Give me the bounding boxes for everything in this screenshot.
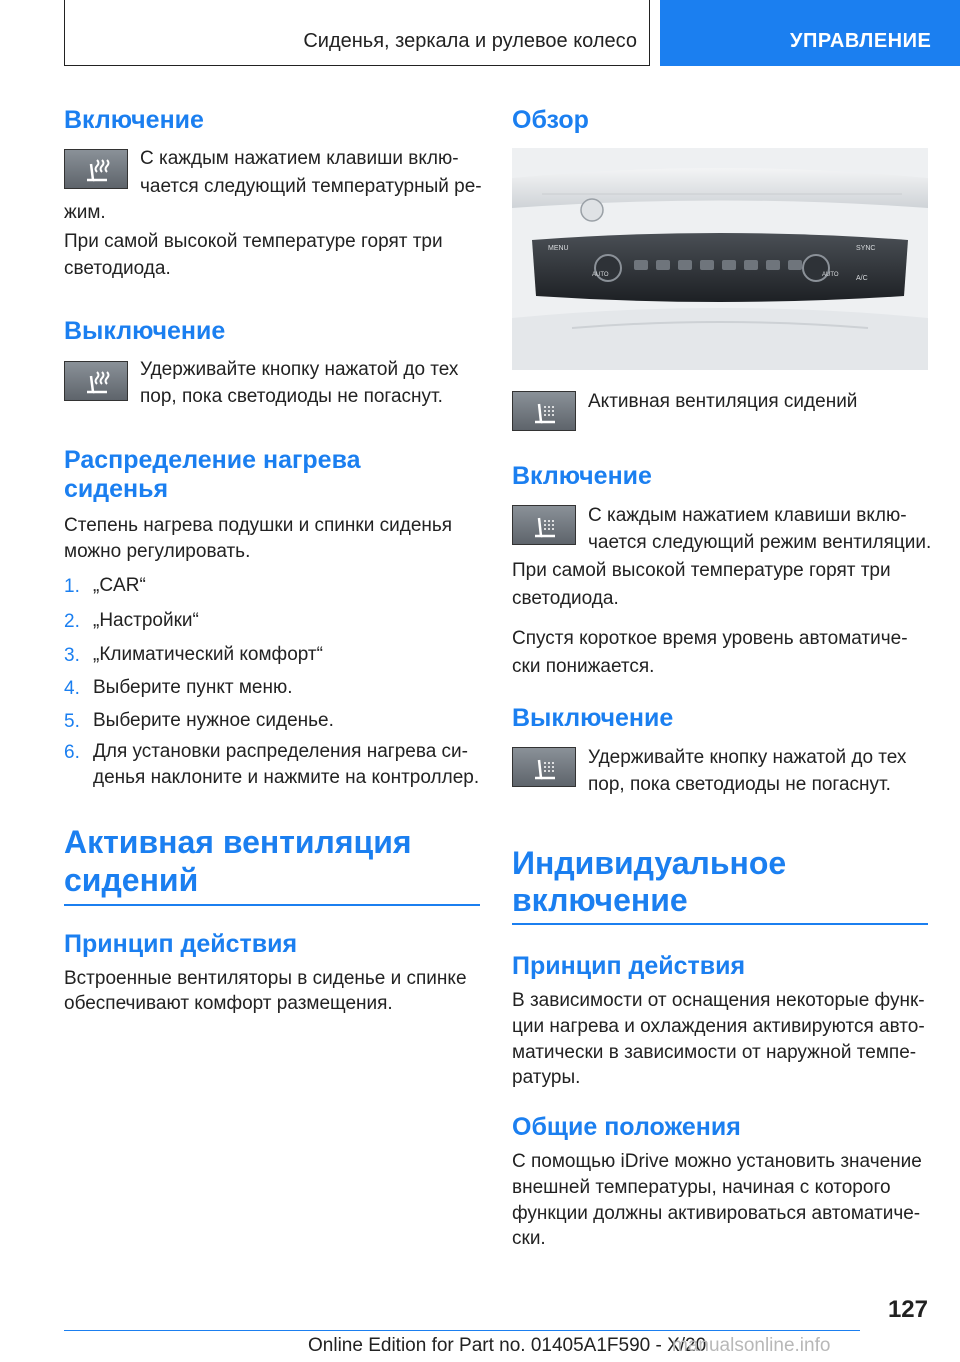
on-ventilation-text-2: чается следующий режим вентиляции. xyxy=(588,532,932,553)
heading-ventilation-2: сидений xyxy=(64,862,199,898)
on-ventilation-text-5: Спустя короткое время уровень автоматиче- xyxy=(512,628,908,649)
photo-label-menu: MENU xyxy=(548,245,569,252)
climate-panel-photo xyxy=(512,148,928,370)
header-chapter-tab[interactable] xyxy=(660,0,960,66)
heading-overview: Обзор xyxy=(512,106,589,134)
on-ventilation-text-6: ски понижается. xyxy=(512,656,655,677)
principle-right-text-3: матически в зависимости от наружной темпе- xyxy=(512,1042,917,1063)
heading-off-ventilation: Выключение xyxy=(512,704,674,732)
header-section-box xyxy=(64,0,650,66)
seat-ventilation-button-icon-2 xyxy=(512,505,576,545)
step-text: Выберите нужное сиденье. xyxy=(93,710,334,731)
climate-control-panel-illustration xyxy=(512,148,928,370)
distribution-text-1: Степень нагрева подушки и спинки сиденья xyxy=(64,515,453,536)
seat-heating-button-icon-2 xyxy=(64,361,128,401)
heading-distribution-1: Распределение нагрева xyxy=(64,446,361,474)
principle-right-text-2: ции нагрева и охлаждения активируются авто- xyxy=(512,1016,925,1037)
section-rule xyxy=(64,904,480,906)
seat-heating-button-icon xyxy=(64,149,128,189)
footer-watermark: manualsonline.info xyxy=(672,1335,831,1356)
step-number: 2. xyxy=(64,611,80,632)
step-number: 5. xyxy=(64,711,80,732)
heading-on-heating: Включение xyxy=(64,106,204,134)
photo-label-ac: A/C xyxy=(856,275,868,282)
seat-ventilation-icon xyxy=(527,510,563,542)
on-heating-text-3: жим. xyxy=(64,202,106,223)
step-text: Выберите пункт меню. xyxy=(93,677,293,698)
seat-heating-icon xyxy=(79,154,115,186)
off-heating-text-1: Удерживайте кнопку нажатой до тех xyxy=(140,359,459,380)
step-text: Для установки распределения нагрева си- xyxy=(93,741,468,762)
seat-ventilation-icon xyxy=(527,396,563,428)
heading-principle-right: Принцип действия xyxy=(512,952,746,980)
general-text-3: функции должны активироваться автоматиче- xyxy=(512,1203,921,1224)
step-number: 4. xyxy=(64,678,80,699)
step-text: „Климатический комфорт“ xyxy=(93,644,323,665)
seat-ventilation-icon xyxy=(527,752,563,784)
distribution-text-2: можно регулировать. xyxy=(64,541,251,562)
seat-ventilation-button-icon xyxy=(512,391,576,431)
photo-label-auto-left: AUTO xyxy=(592,272,609,278)
heading-general: Общие положения xyxy=(512,1113,741,1141)
page-number: 127 xyxy=(887,1296,928,1323)
on-ventilation-text-3: При самой высокой температуре горят три xyxy=(512,560,891,581)
principle-text-2: обеспечивают комфорт размещения. xyxy=(64,993,393,1014)
on-heating-text-4: При самой высокой температуре горят три xyxy=(64,231,443,252)
on-ventilation-text-1: С каждым нажатием клавиши вклю- xyxy=(588,505,907,526)
heading-individual-2: включение xyxy=(512,882,688,918)
step-number: 3. xyxy=(64,645,80,666)
photo-label-auto-right: AUTO xyxy=(822,272,839,278)
header-section-title: Сиденья, зеркала и рулевое колесо xyxy=(303,30,637,52)
step-number: 1. xyxy=(64,576,80,597)
off-ventilation-text-2: пор, пока светодиоды не погаснут. xyxy=(588,774,891,795)
principle-text-1: Встроенные вентиляторы в сиденье и спинке xyxy=(64,968,467,989)
principle-right-text-4: ратуры. xyxy=(512,1067,581,1088)
header-chapter-title: УПРАВЛЕНИЕ xyxy=(790,30,932,52)
section-rule xyxy=(512,923,928,925)
step-text: „CAR“ xyxy=(93,575,146,596)
off-ventilation-text-1: Удерживайте кнопку нажатой до тех xyxy=(588,747,907,768)
heading-principle-left: Принцип действия xyxy=(64,930,298,958)
general-text-2: внешней температуры, начиная с которого xyxy=(512,1177,891,1198)
principle-right-text-1: В зависимости от оснащения некоторые функ- xyxy=(512,990,925,1011)
heading-ventilation-1: Активная вентиляция xyxy=(64,824,412,860)
on-ventilation-text-4: светодиода. xyxy=(512,588,619,609)
heading-distribution-2: сиденья xyxy=(64,475,169,503)
step-text: „Настройки“ xyxy=(93,610,199,631)
on-heating-text-1: С каждым нажатием клавиши вклю- xyxy=(140,148,459,169)
photo-label-sync: SYNC xyxy=(856,245,876,252)
footer-edition: Online Edition for Part no. 01405A1F590 - X/20 xyxy=(308,1335,707,1356)
on-heating-text-5: светодиода. xyxy=(64,258,171,279)
on-heating-text-2: чается следующий температурный ре- xyxy=(140,176,482,197)
ventilation-icon-caption: Активная вентиляция сидений xyxy=(588,391,858,412)
general-text-1: С помощью iDrive можно установить значение xyxy=(512,1151,922,1172)
heading-on-ventilation: Включение xyxy=(512,462,652,490)
step-text-cont: денья наклоните и нажмите на контроллер. xyxy=(93,767,480,788)
seat-ventilation-button-icon-3 xyxy=(512,747,576,787)
seat-heating-icon xyxy=(79,366,115,398)
general-text-4: ски. xyxy=(512,1228,546,1249)
heading-individual-1: Индивидуальное xyxy=(512,845,787,881)
heading-off-heating: Выключение xyxy=(64,317,226,345)
footer-rule xyxy=(64,1330,860,1331)
off-heating-text-2: пор, пока светодиоды не погаснут. xyxy=(140,386,443,407)
step-number: 6. xyxy=(64,742,80,763)
